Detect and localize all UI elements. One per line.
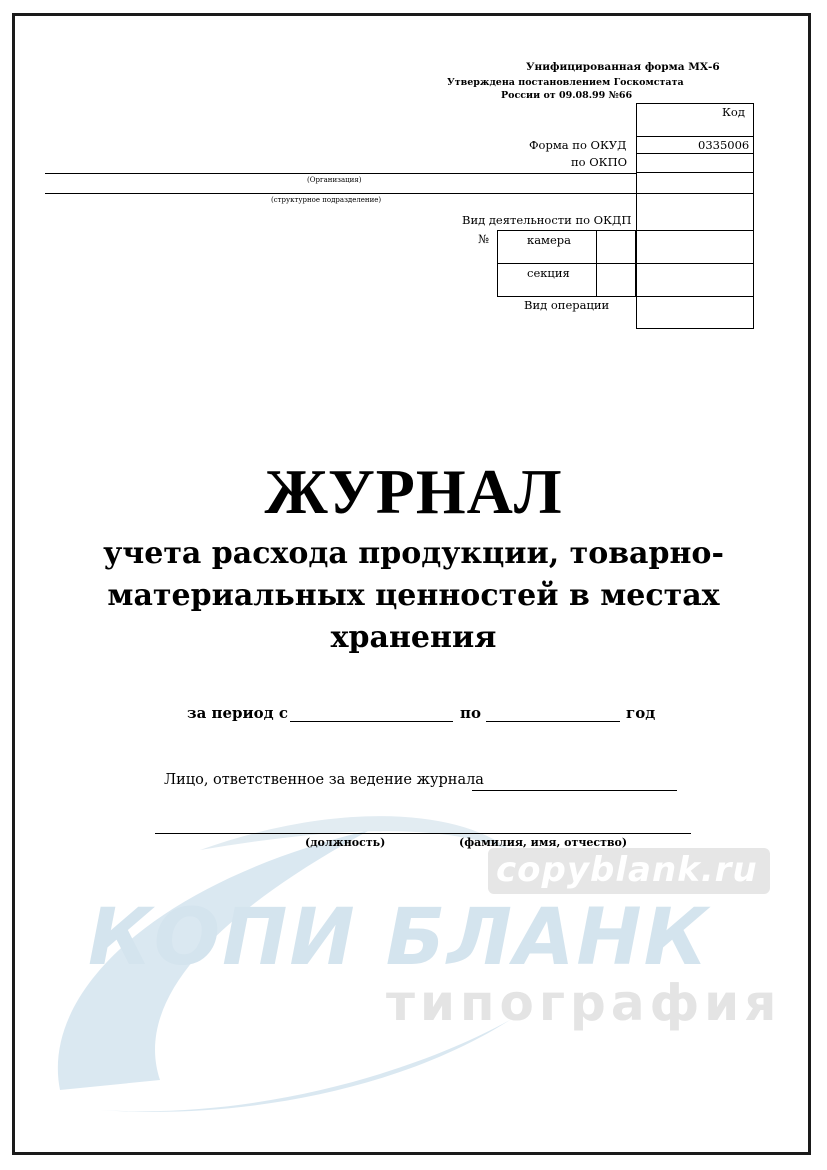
subtitle-line-3: хранения <box>330 620 497 655</box>
watermark-brand: КОПИ БЛАНК <box>88 893 710 983</box>
period-from-field[interactable] <box>290 721 453 722</box>
period-year-label: год <box>626 704 656 722</box>
document-title: ЖУРНАЛ <box>264 456 563 527</box>
okud-label: Форма по ОКУД <box>529 138 627 152</box>
chamber-label: камера <box>527 233 572 247</box>
organization-line[interactable] <box>45 173 636 174</box>
approved-line-1: Утверждена постановлением Госкомстата <box>447 77 684 88</box>
code-column-title: Код <box>722 105 745 119</box>
form-title: Унифицированная форма МХ-6 <box>526 61 720 73</box>
operation-label: Вид операции <box>524 298 610 312</box>
watermark-site: copyblank.ru <box>496 850 758 890</box>
responsible-label: Лицо, ответственное за ведение журнала <box>164 772 484 788</box>
subtitle-line-1: учета расхода продукции, товарно- <box>103 536 724 571</box>
period-to-label: по <box>460 704 481 722</box>
subdivision-line[interactable] <box>45 193 636 194</box>
position-name-line[interactable] <box>155 833 691 834</box>
watermark-tagline: типография <box>386 974 782 1032</box>
subtitle-line-2: материальных ценностей в местах <box>107 578 720 613</box>
okud-value: 0335006 <box>698 138 750 152</box>
organization-caption: (Организация) <box>307 176 362 184</box>
period-from-label: за период с <box>187 704 289 722</box>
responsible-field[interactable] <box>472 790 677 791</box>
subdivision-caption: (структурное подразделение) <box>271 196 382 204</box>
okpo-label: по ОКПО <box>571 155 628 169</box>
okdp-label: Вид деятельности по ОКДП <box>462 213 632 227</box>
position-caption: (должность) <box>305 836 386 849</box>
approved-line-2: России от 09.08.99 №66 <box>501 90 633 101</box>
name-caption: (фамилия, имя, отчество) <box>459 836 628 849</box>
number-sign: № <box>478 232 489 246</box>
section-label: секция <box>527 266 570 280</box>
period-to-field[interactable] <box>486 721 620 722</box>
